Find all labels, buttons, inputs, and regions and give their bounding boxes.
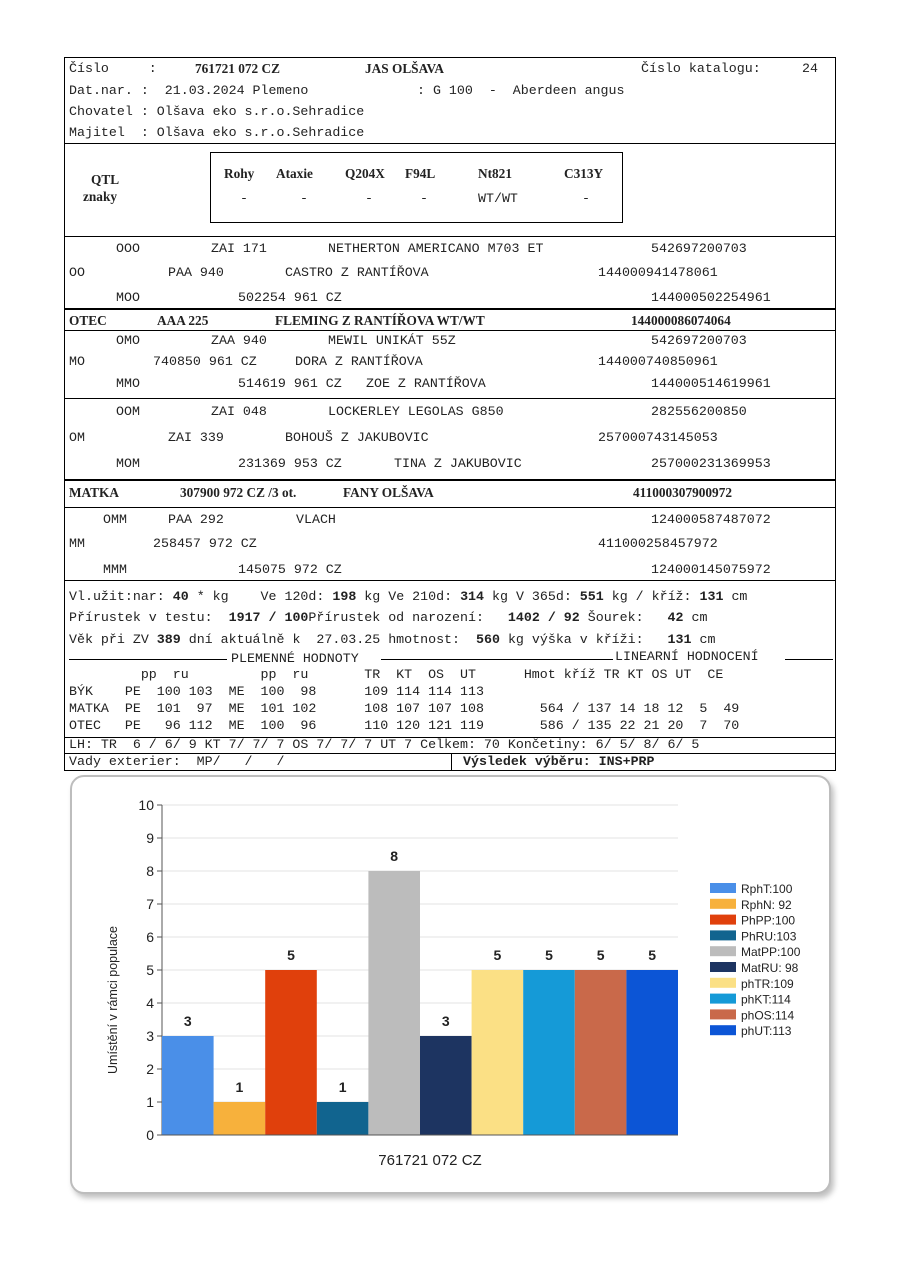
ped-id: 144000941478061 — [598, 265, 718, 280]
bar-value-label: 5 — [545, 947, 553, 963]
qtl-val-ataxie: - — [300, 191, 308, 206]
qtl-label: QTL — [91, 172, 120, 187]
y-tick-label: 0 — [146, 1127, 154, 1143]
katalog-label: Číslo katalogu: — [641, 61, 761, 76]
ped-name: CASTRO Z RANTÍŘOVA — [285, 265, 429, 280]
divider — [65, 580, 835, 581]
ped-name: BOHOUŠ Z JAKUBOVIC — [285, 430, 429, 445]
legend-swatch — [710, 930, 736, 940]
ped-id: 124000587487072 — [651, 512, 771, 527]
ped-code: MOO — [116, 290, 140, 305]
legend-swatch — [710, 994, 736, 1004]
ped-name: TINA Z JAKUBOVIC — [394, 456, 522, 471]
legend-label: phKT:114 — [741, 992, 791, 1007]
qtl-col-nt821: Nt821 — [478, 166, 512, 181]
legend-label: MatRU: 98 — [741, 961, 799, 975]
qtl-val-nt821: WT/WT — [478, 191, 518, 206]
bar-chart — [72, 777, 829, 1192]
divider — [65, 507, 835, 508]
divider — [65, 236, 835, 237]
qtl-val-c313y: - — [582, 191, 590, 206]
ped-id: 282556200850 — [651, 404, 747, 419]
ped-reg: PAA 292 — [168, 512, 224, 527]
qtl-col-q204x: Q204X — [345, 166, 385, 181]
legend-swatch — [710, 978, 736, 988]
qtl-col-ataxie: Ataxie — [276, 166, 313, 181]
ped-code: MO — [69, 354, 85, 369]
qtl-col-c313y: C313Y — [564, 166, 604, 181]
bar-value-label: 5 — [648, 947, 657, 963]
legend-swatch — [710, 962, 736, 972]
linearni-title: LINEARNÍ HODNOCENÍ — [615, 649, 759, 664]
sire-code: OTEC — [69, 313, 107, 328]
legend-swatch — [710, 899, 736, 909]
legend-label: phOS:114 — [741, 1008, 795, 1023]
dam-name: FANY OLŠAVA — [343, 485, 434, 500]
breeder: Chovatel : Olšava eko s.r.o.Sehradice — [69, 104, 365, 119]
y-tick-label: 5 — [146, 962, 154, 978]
plemenne-title: PLEMENNÉ HODNOTY — [231, 651, 359, 666]
ped-id: 144000502254961 — [651, 290, 771, 305]
ped-code: OOM — [116, 404, 140, 419]
bar — [575, 970, 627, 1135]
ped-name: VLACH — [296, 512, 336, 527]
cislo-value: 761721 072 CZ — [195, 61, 280, 76]
legend-swatch — [710, 883, 736, 893]
y-tick-label: 9 — [146, 830, 154, 846]
bar — [420, 1036, 472, 1135]
dam-id: 411000307900972 — [633, 485, 732, 500]
chart-panel — [70, 775, 831, 1194]
ped-code: OOO — [116, 241, 140, 256]
ped-id: 144000740850961 — [598, 354, 718, 369]
qtl-col-rohy: Rohy — [224, 166, 255, 181]
ped-name: MEWIL UNIKÁT 55Z — [328, 333, 456, 348]
dam-reg: 307900 972 CZ /3 ot. — [180, 485, 297, 500]
ped-reg: ZAI 339 — [168, 430, 224, 445]
sire-id: 144000086074064 — [631, 313, 731, 328]
perf-row-2: Přírustek v testu: 1917 / 100Přírustek od narození: 1402 / 92 Šourek: 42 cm — [69, 610, 708, 625]
bar — [317, 1102, 369, 1135]
y-tick-label: 6 — [146, 929, 154, 945]
legend-label: PhRU:103 — [741, 929, 797, 944]
bar — [265, 970, 317, 1135]
y-tick-label: 3 — [146, 1028, 154, 1044]
owner: Majitel : Olšava eko s.r.o.Sehradice — [69, 125, 365, 140]
bar-value-label: 8 — [390, 848, 399, 864]
ped-name: DORA Z RANTÍŘOVA — [295, 354, 423, 369]
legend-swatch — [710, 1025, 736, 1035]
bar — [626, 970, 678, 1135]
qtl-val-f94l: - — [420, 191, 428, 206]
legend-label: MatPP:100 — [741, 945, 801, 960]
ped-name: LOCKERLEY LEGOLAS G850 — [328, 404, 504, 419]
ped-reg: 502254 961 CZ — [238, 290, 342, 305]
rule — [381, 659, 613, 660]
rule — [785, 659, 833, 660]
breed: : G 100 - Aberdeen angus — [417, 83, 625, 98]
legend-swatch — [710, 946, 736, 956]
bar — [472, 970, 524, 1135]
qtl-val-rohy: - — [240, 191, 248, 206]
rule — [69, 659, 227, 660]
bar — [368, 871, 420, 1135]
y-tick-label: 10 — [138, 797, 154, 813]
bar-value-label: 3 — [441, 1013, 450, 1029]
cislo-label: Číslo : — [69, 61, 157, 76]
legend-label: RphN: 92 — [741, 897, 792, 912]
ped-reg: 258457 972 CZ — [153, 536, 257, 551]
ped-reg: 145075 972 CZ — [238, 562, 342, 577]
y-tick-label: 1 — [146, 1094, 154, 1110]
y-tick-label: 7 — [146, 896, 154, 912]
ped-reg: ZAA 940 — [211, 333, 267, 348]
bar — [214, 1102, 266, 1135]
legend-label: PhPP:100 — [741, 913, 796, 928]
vady-row: Vady exterier: MP/ / / — [69, 754, 285, 769]
katalog-value: 24 — [802, 61, 818, 76]
x-axis-label: 761721 072 CZ — [378, 1152, 482, 1169]
legend-swatch — [710, 915, 736, 925]
sire-name: FLEMING Z RANTÍŘOVA WT/WT — [275, 313, 485, 328]
ped-reg: 740850 961 CZ — [153, 354, 257, 369]
y-tick-label: 8 — [146, 863, 154, 879]
bar-value-label: 3 — [183, 1013, 192, 1029]
ped-reg: ZAI 048 — [211, 404, 267, 419]
qtl-table — [210, 152, 623, 223]
bar-value-label: 1 — [338, 1079, 347, 1095]
bar-value-label: 5 — [596, 947, 605, 963]
divider — [65, 479, 835, 481]
legend-label: phUT:113 — [741, 1024, 792, 1039]
ped-code: OM — [69, 430, 85, 445]
ped-code: OO — [69, 265, 85, 280]
ped-code: MMO — [116, 376, 140, 391]
qtl-val-q204x: - — [365, 191, 373, 206]
ped-id: 411000258457972 — [598, 536, 718, 551]
lh-row: LH: TR 6 / 6/ 9 KT 7/ 7/ 7 OS 7/ 7/ 7 UT 7 Celkem: 70 Končetiny: 6/ 5/ 8/ 6/ 5 — [69, 737, 700, 752]
divider — [65, 398, 835, 399]
ped-code: OMO — [116, 333, 140, 348]
qtl-col-f94l: F94L — [405, 166, 436, 181]
bar-value-label: 5 — [493, 947, 502, 963]
perf-row-1: Vl.užit:nar: 40 * kg Ve 120d: 198 kg Ve 210d: 314 kg V 365d: 551 kg / kříž: 131 cm — [69, 589, 748, 604]
ped-code: MMM — [103, 562, 127, 577]
breeding-row-byk: BÝK PE 100 103 ME 100 98 109 114 114 113 — [69, 684, 484, 699]
ped-reg: ZAI 171 — [211, 241, 267, 256]
ped-name: NETHERTON AMERICANO M703 ET — [328, 241, 544, 256]
perf-row-3: Věk při ZV 389 dní aktuálně k 27.03.25 hmotnost: 560 kg výška v kříži: 131 cm — [69, 632, 716, 647]
divider — [65, 308, 835, 310]
ped-code: MM — [69, 536, 85, 551]
ped-id: 542697200703 — [651, 241, 747, 256]
breeding-header: pp ru pp ru TR KT OS UT Hmot kříž TR KT OS UT CE — [69, 667, 724, 682]
ped-id: 257000231369953 — [651, 456, 771, 471]
legend-label: phTR:109 — [741, 976, 794, 991]
birth-date: Dat.nar. : 21.03.2024 Plemeno — [69, 83, 309, 98]
bar — [523, 970, 575, 1135]
ped-id: 144000514619961 — [651, 376, 771, 391]
breeding-row-otec: OTEC PE 96 112 ME 100 96 110 120 121 119 586 / 135 22 21 20 7 70 — [69, 718, 740, 733]
bar — [162, 1036, 214, 1135]
legend-label: RphT:100 — [741, 882, 793, 896]
ped-reg: PAA 940 — [168, 265, 224, 280]
bar-value-label: 1 — [235, 1079, 244, 1095]
ped-id: 124000145075972 — [651, 562, 771, 577]
divider — [65, 143, 835, 144]
sire-reg: AAA 225 — [157, 313, 209, 328]
y-tick-label: 4 — [146, 995, 154, 1011]
y-axis-label: Umístění v rámci populace — [106, 926, 120, 1074]
dam-code: MATKA — [69, 485, 119, 500]
legend-swatch — [710, 1009, 736, 1019]
animal-name: JAS OLŠAVA — [365, 61, 444, 76]
divider — [65, 330, 835, 331]
ped-code: MOM — [116, 456, 140, 471]
ped-id: 257000743145053 — [598, 430, 718, 445]
ped-reg: 514619 961 CZ — [238, 376, 342, 391]
qtl-label-2: znaky — [83, 189, 117, 204]
ped-id: 542697200703 — [651, 333, 747, 348]
ped-name: ZOE Z RANTÍŘOVA — [366, 376, 486, 391]
y-tick-label: 2 — [146, 1061, 154, 1077]
bar-value-label: 5 — [287, 947, 295, 963]
ped-reg: 231369 953 CZ — [238, 456, 342, 471]
ped-code: OMM — [103, 512, 127, 527]
breeding-row-matka: MATKA PE 101 97 ME 101 102 108 107 107 108 564 / 137 14 18 12 5 49 — [69, 701, 740, 716]
pedigree-sheet — [64, 57, 836, 771]
result-text: Výsledek výběru: INS+PRP — [463, 754, 655, 769]
